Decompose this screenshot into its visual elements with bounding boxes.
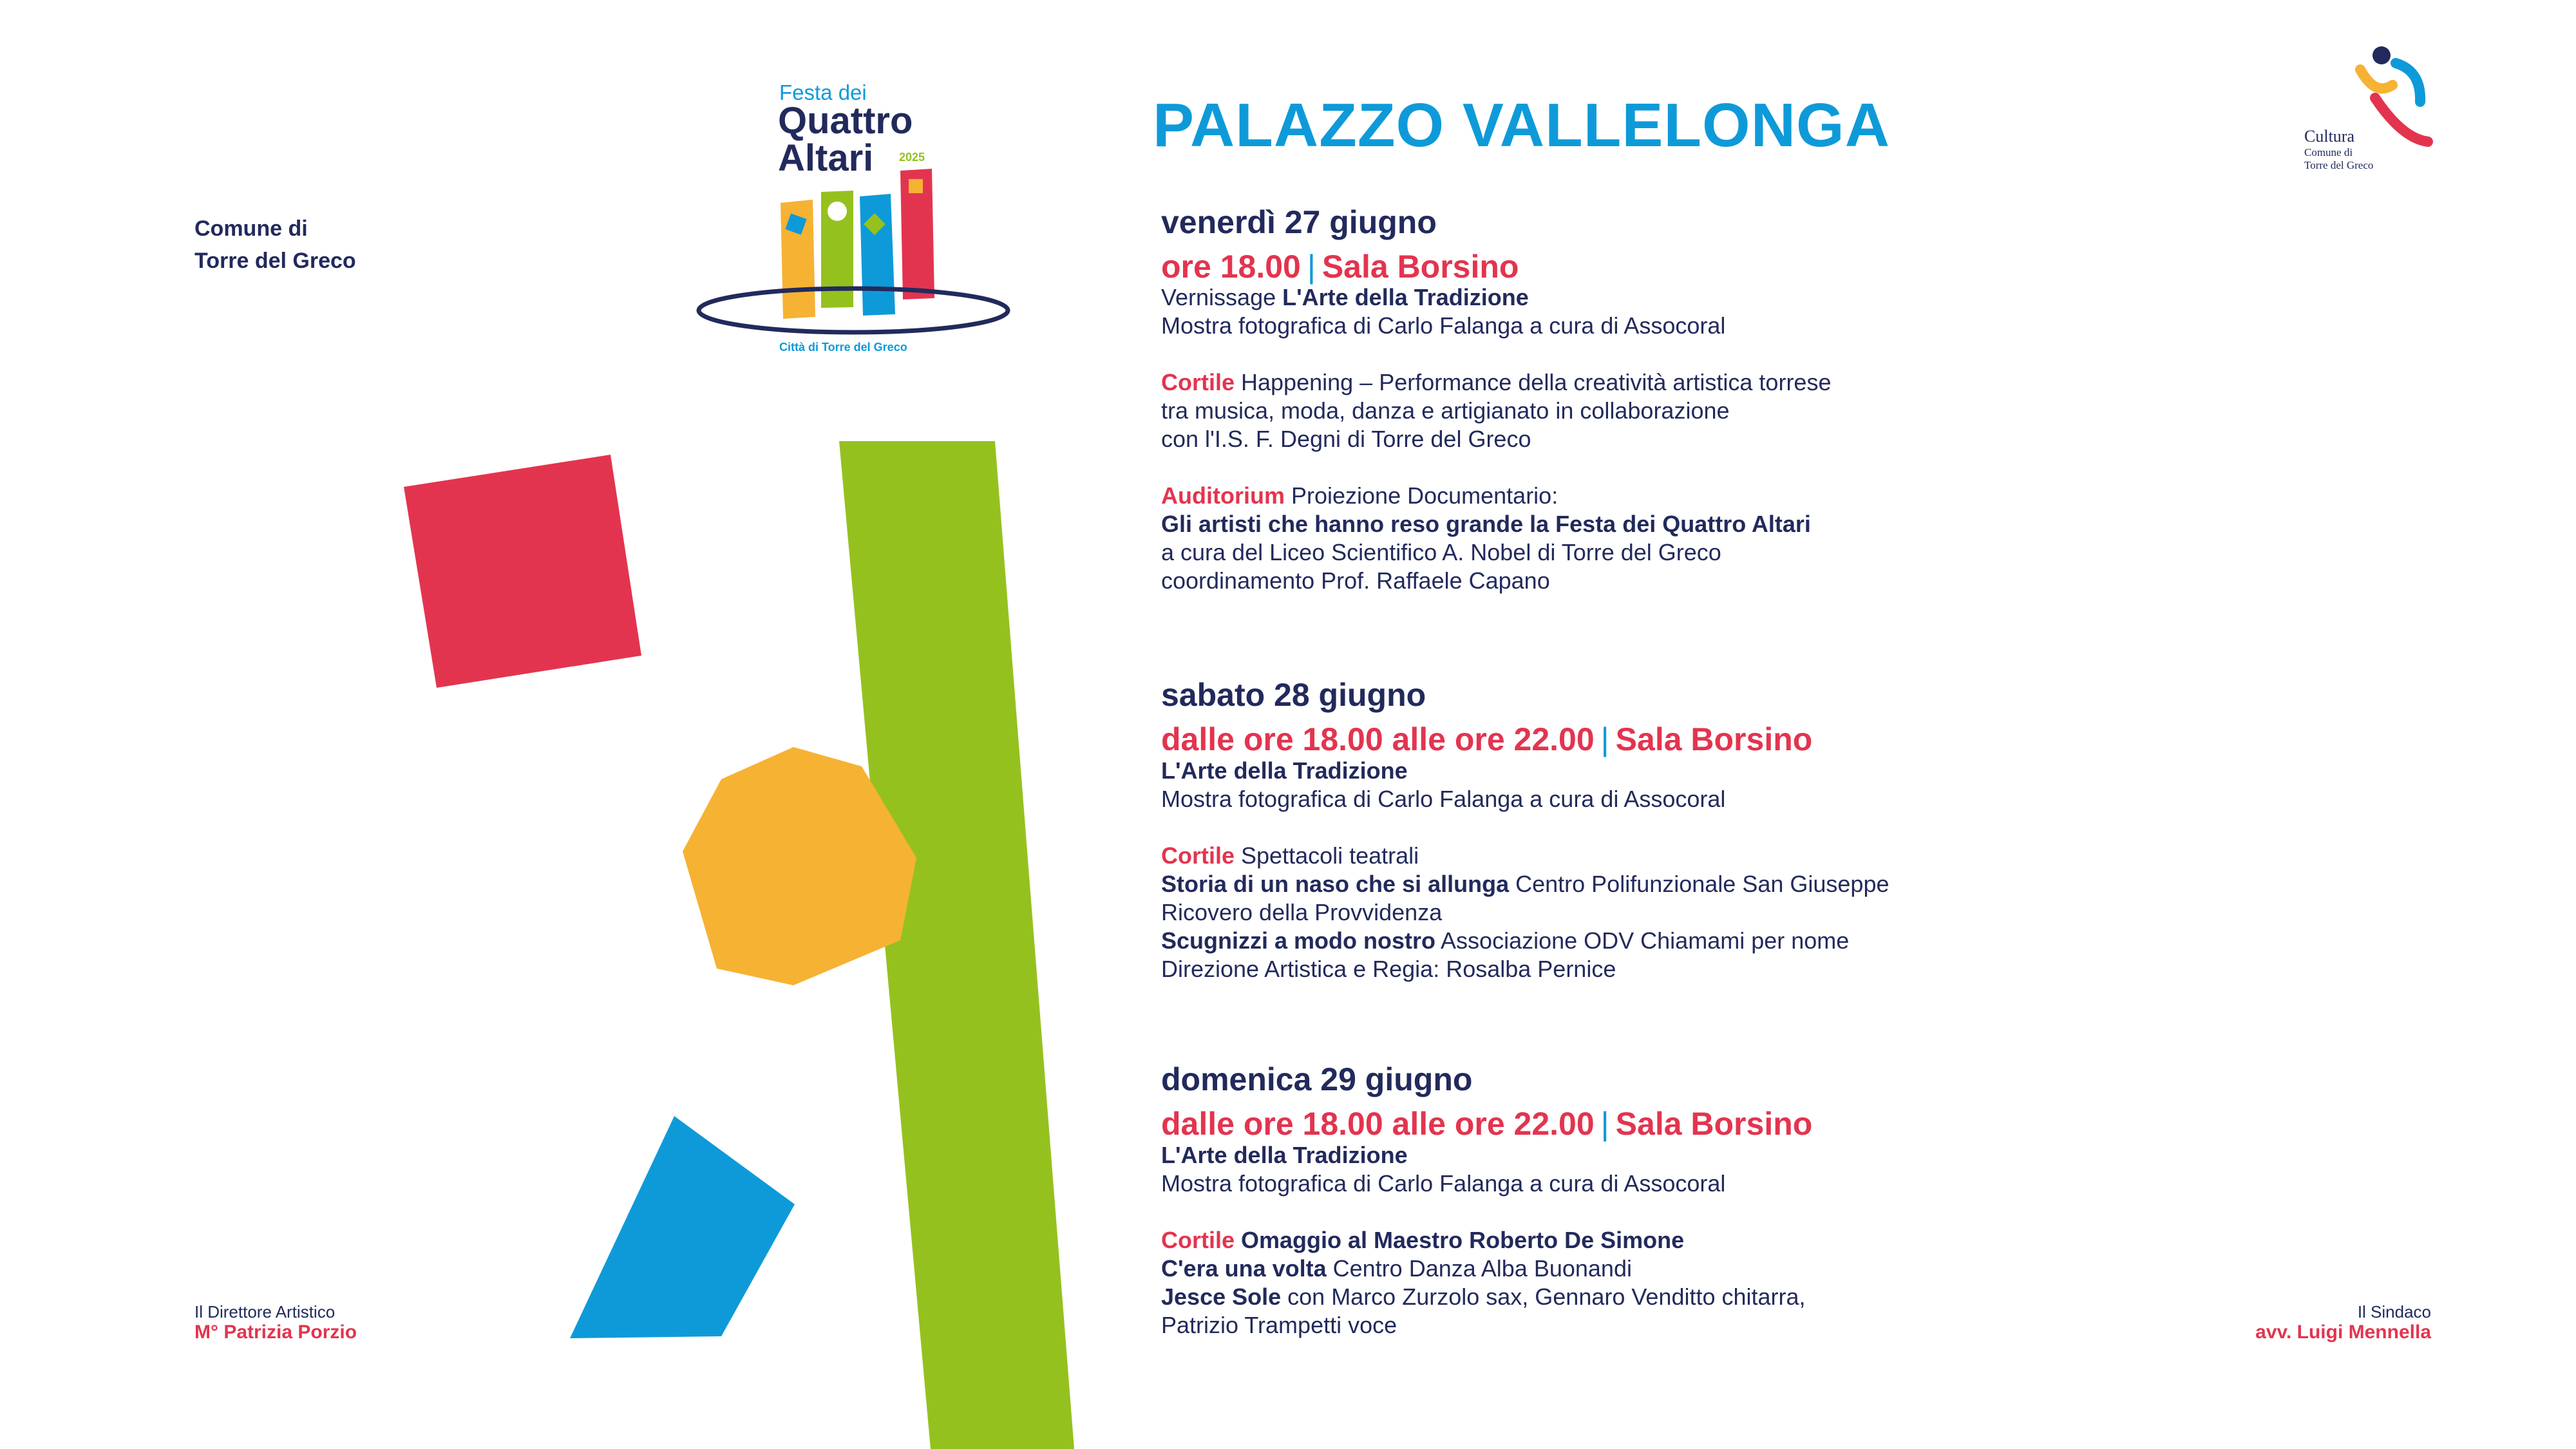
- cultura-logo: [2299, 45, 2441, 180]
- day3-show1-desc: Centro Danza Alba Buonandi: [1326, 1255, 1632, 1282]
- day2-cortile-l1: Spettacoli teatrali: [1235, 842, 1419, 869]
- logo-square-orange: [909, 179, 923, 193]
- logo-line3: Altari: [778, 137, 874, 179]
- logo-bar-blue: [860, 194, 895, 316]
- day1-aud-l3: a cura del Liceo Scientifico A. Nobel di Torre del Greco: [1161, 539, 1721, 565]
- day3-show1-title: C'era una volta: [1161, 1255, 1327, 1282]
- day3-cortile: [1161, 1226, 1806, 1255]
- day1-item1-title: L'Arte della Tradizione: [1282, 284, 1529, 310]
- mayor-label: Il Sindaco: [2357, 1302, 2431, 1321]
- day2-show2-title: Scugnizzi a modo nostro: [1161, 927, 1436, 954]
- day1-auditorium: [1161, 482, 1831, 510]
- page-title: PALAZZO VALLELONGA: [1153, 91, 1891, 160]
- logo-line1: Festa dei: [779, 80, 867, 104]
- logo-year: 2025: [899, 151, 925, 164]
- day1-aud-l2: Gli artisti che hanno reso grande la Festa dei Quattro Altari: [1161, 511, 1811, 537]
- day2-show1-l2: Ricovero della Provvidenza: [1161, 899, 1443, 925]
- day1-cortile-l2: tra musica, moda, danza e artigianato in collaborazione: [1161, 397, 1730, 424]
- director-label: Il Direttore Artistico: [194, 1302, 336, 1321]
- day3-time-line: [1161, 1105, 1812, 1142]
- logo-circle-white: [828, 202, 847, 221]
- day1-cortile: [1161, 368, 1831, 397]
- day2-cortile: [1161, 842, 1889, 870]
- cultura-word: Cultura: [2304, 127, 2354, 146]
- day1-time: ore 18.00: [1161, 249, 1301, 285]
- mayor-name: avv. Luigi Mennella: [2255, 1321, 2431, 1343]
- day3-details: [1161, 1141, 1806, 1340]
- day2-show1-title: Storia di un naso che si allunga: [1161, 871, 1510, 897]
- day3-item1-title: L'Arte della Tradizione: [1161, 1142, 1408, 1168]
- director-name: M° Patrizia Porzio: [194, 1321, 357, 1343]
- day3-show2: [1161, 1283, 1806, 1311]
- red-square-shape: [404, 455, 641, 688]
- day2-time-line: [1161, 721, 1812, 758]
- day1-details: [1161, 283, 1831, 595]
- day1-aud-l1: Proiezione Documentario:: [1284, 482, 1558, 509]
- day2-show2-desc: Associazione ODV Chiamami per nome: [1435, 927, 1850, 954]
- day2-details: [1161, 757, 1889, 983]
- comune-line1: Comune di: [194, 216, 308, 241]
- day1-cortile-l1: Happening – Performance della creatività artistica torrese: [1235, 369, 1832, 395]
- day1-cortile-l3: con l'I.S. F. Degni di Torre del Greco: [1161, 426, 1531, 452]
- day1-item1-desc: Mostra fotografica di Carlo Falanga a cura di Assocoral: [1161, 312, 1726, 339]
- blue-square-shape: [570, 1116, 795, 1338]
- day1-item1: [1161, 283, 1831, 312]
- day2-cortile-kw: Cortile: [1161, 842, 1235, 869]
- cultura-blue-arc: [2396, 63, 2420, 102]
- day2-place: Sala Borsino: [1615, 721, 1813, 757]
- festa-quattro-altari-logo: [696, 77, 1018, 361]
- day1-aud-l4: coordinamento Prof. Raffaele Capano: [1161, 567, 1550, 594]
- day2-item1-title: L'Arte della Tradizione: [1161, 757, 1408, 784]
- day2-time: dalle ore 18.00 alle ore 22.00: [1161, 721, 1595, 757]
- day3-show2-l2: Patrizio Trampetti voce: [1161, 1312, 1397, 1338]
- day3-show2-desc: con Marco Zurzolo sax, Gennaro Venditto chitarra,: [1281, 1283, 1806, 1310]
- day3-show2-title: Jesce Sole: [1161, 1283, 1282, 1310]
- cultura-line3: Torre del Greco: [2304, 159, 2374, 171]
- day1-place: Sala Borsino: [1321, 249, 1519, 285]
- day1-date: venerdì 27 giugno: [1161, 204, 1437, 240]
- day2-separator: |: [1600, 721, 1609, 757]
- day2-item1-desc: Mostra fotografica di Carlo Falanga a cura di Assocoral: [1161, 786, 1726, 812]
- comune-label: [194, 213, 356, 277]
- day2-show1-desc: Centro Polifunzionale San Giuseppe: [1509, 871, 1889, 897]
- logo-line2: Quattro: [778, 100, 913, 142]
- day3-show1: [1161, 1255, 1806, 1283]
- day1-separator: |: [1307, 249, 1316, 285]
- day1-item1-prefix: Vernissage: [1161, 284, 1283, 310]
- day3-date: domenica 29 giugno: [1161, 1061, 1473, 1097]
- day3-time: dalle ore 18.00 alle ore 22.00: [1161, 1106, 1595, 1142]
- cultura-line2: Comune di: [2304, 146, 2353, 158]
- day2-date: sabato 28 giugno: [1161, 677, 1426, 713]
- day3-place: Sala Borsino: [1615, 1106, 1813, 1142]
- day1-time-line: [1161, 248, 1519, 285]
- day2-show2: [1161, 927, 1889, 955]
- logo-city: Città di Torre del Greco: [779, 341, 907, 354]
- cultura-dot-icon: [2372, 46, 2391, 64]
- day3-separator: |: [1600, 1106, 1609, 1142]
- day1-cortile-kw: Cortile: [1161, 369, 1235, 395]
- day2-show1: [1161, 870, 1889, 898]
- day2-show2-l2: Direzione Artistica e Regia: Rosalba Pernice: [1161, 956, 1616, 982]
- day1-aud-kw: Auditorium: [1161, 482, 1285, 509]
- cultura-orange-arc: [2360, 70, 2392, 88]
- day3-cortile-kw: Cortile: [1161, 1227, 1235, 1253]
- comune-line2: Torre del Greco: [194, 249, 356, 273]
- day3-item1-desc: Mostra fotografica di Carlo Falanga a cura di Assocoral: [1161, 1170, 1726, 1197]
- day3-cortile-title: Omaggio al Maestro Roberto De Simone: [1235, 1227, 1685, 1253]
